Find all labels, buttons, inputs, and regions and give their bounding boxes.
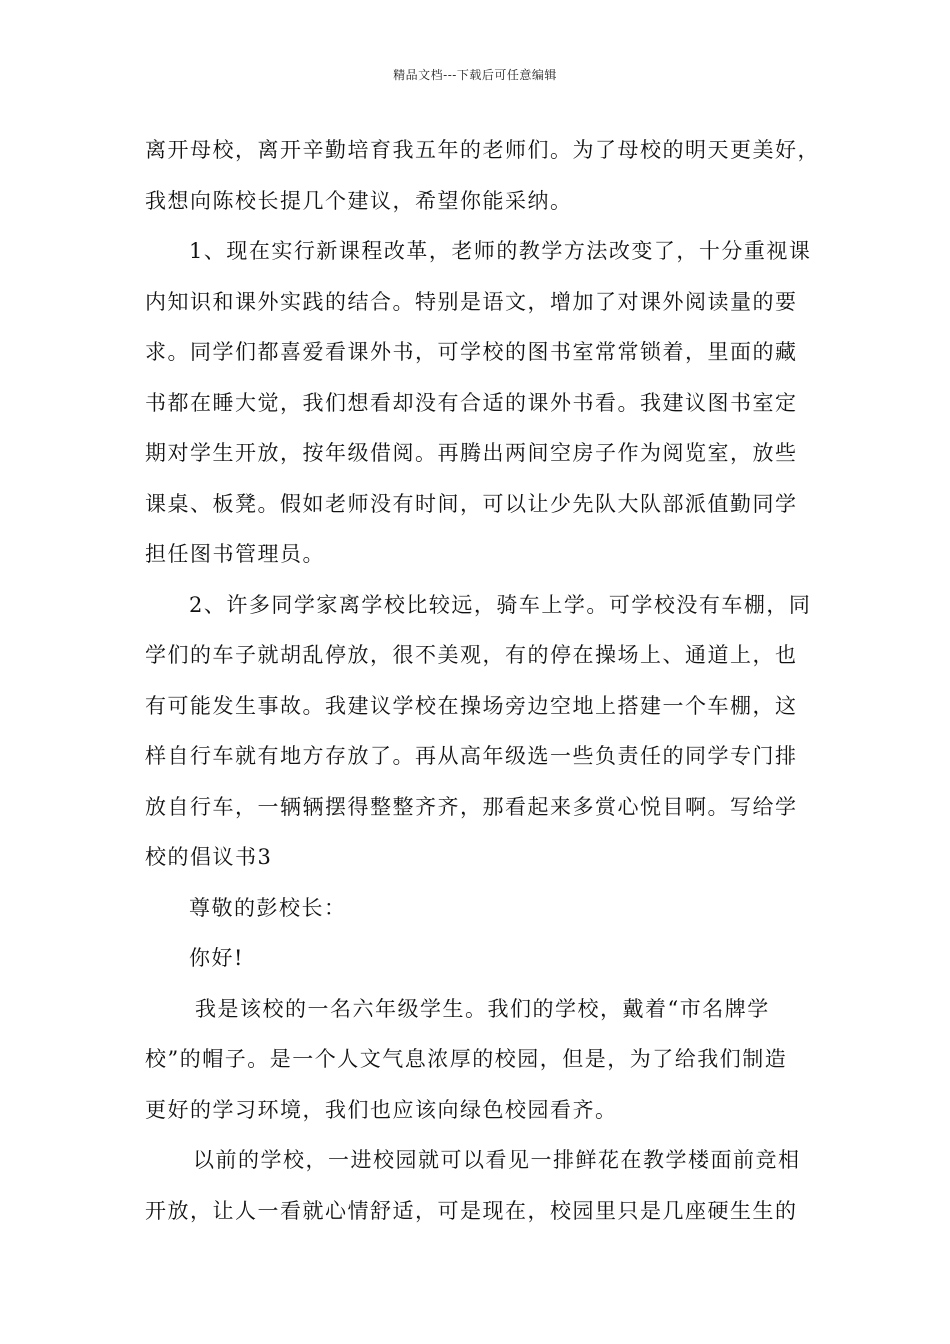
page-header: 精品文档---下载后可任意编辑 (393, 68, 557, 82)
paragraph-line: 校的倡议书3 (145, 845, 273, 869)
greeting-line: 你好! (189, 946, 244, 970)
document-body (145, 130, 820, 1241)
paragraph-line: 课桌、板凳。假如老师没有时间，可以让少先队大队部派值勤同学 (145, 491, 798, 516)
paragraph-line: 1、现在实行新课程改革，老师的教学方法改变了，十分重视课 (189, 239, 812, 263)
paragraph-line: 以前的学校，一进校园就可以看见一排鲜花在教学楼面前竞相 (193, 1148, 801, 1172)
paragraph-line: 有可能发生事故。我建议学校在操场旁边空地上搭建一个车棚，这 (145, 693, 798, 718)
paragraph-line: 求。同学们都喜爱看课外书，可学校的图书室常常锁着，里面的藏 (145, 340, 798, 364)
salutation-line: 尊敬的彭校长： (189, 895, 347, 920)
paragraph-line: 样自行车就有地方存放了。再从高年级选一些负责任的同学专门排 (145, 744, 798, 768)
paragraph-line: 担任图书管理员。 (145, 542, 325, 566)
paragraph-line: 学们的车子就胡乱停放，很不美观，有的停在操场上、通道上，也 (145, 643, 798, 667)
paragraph-line: 我是该校的一名六年级学生。我们的学校，戴着“市名牌学 (195, 996, 770, 1021)
paragraph-line: 校”的帽子。是一个人文气息浓厚的校园，但是，为了给我们制造 (145, 1047, 788, 1071)
paragraph-line: 开放，让人一看就心情舒适，可是现在，校园里只是几座硬生生的 (145, 1198, 798, 1223)
paragraph-line: 期对学生开放，按年级借阅。再腾出两间空房子作为阅览室，放些 (145, 441, 798, 465)
paragraph-line: 书都在睡大觉，我们想看却没有合适的课外书看。我建议图书室定 (145, 390, 798, 415)
paragraph-line: 内知识和课外实践的结合。特别是语文，增加了对课外阅读量的要 (145, 289, 798, 314)
paragraph-line: 放自行车，一辆辆摆得整整齐齐，那看起来多赏心悦目啊。写给学 (145, 794, 798, 819)
paragraph-line: 更好的学习环境，我们也应该向绿色校园看齐。 (145, 1097, 618, 1122)
paragraph-line: 离开母校，离开辛勤培育我五年的老师们。为了母校的明天更美好， (145, 138, 820, 162)
paragraph-line: 我想向陈校长提几个建议，希望你能采纳。 (145, 188, 573, 213)
paragraph-line: 2、许多同学家离学校比较远，骑车上学。可学校没有车棚，同 (189, 592, 812, 617)
